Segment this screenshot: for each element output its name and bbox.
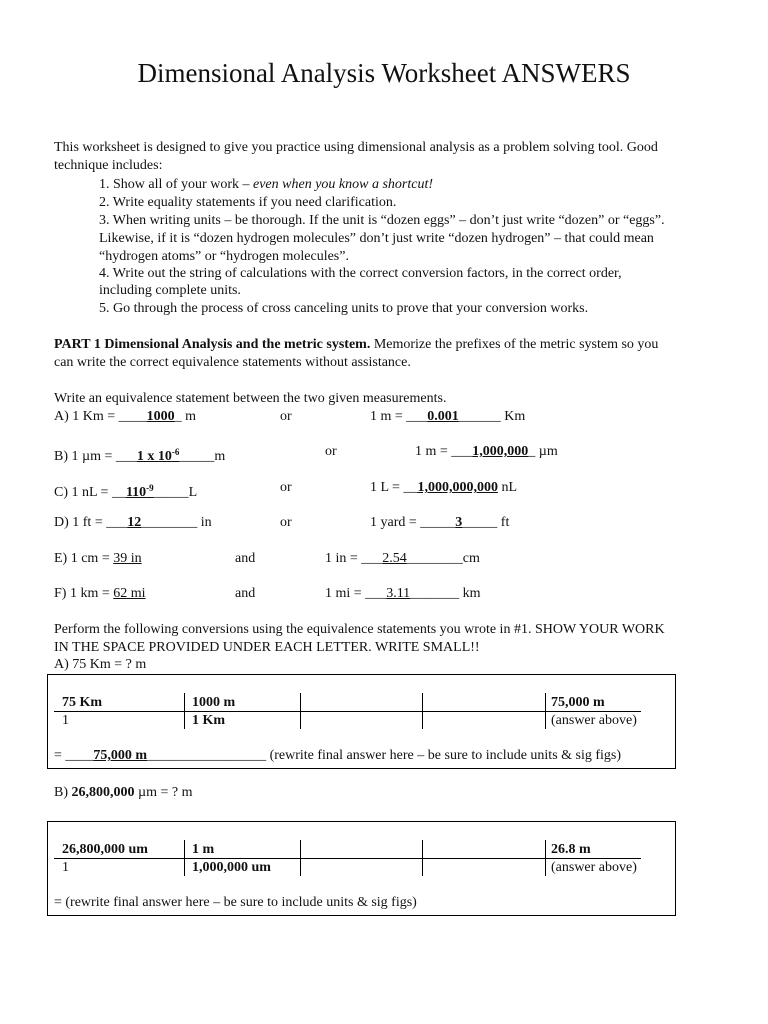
equivalence-a-left: A) 1 Km = ____1000_ m — [54, 409, 197, 424]
intro-line: This worksheet is designed to give you practice using dimensional analysis as a problem solving tool. Good — [54, 140, 658, 155]
equivalence-c-right: 1 L = __1,000,000,000 nL — [370, 480, 517, 495]
tip-1: 1. Show all of your work – even when you know a shortcut! — [99, 177, 434, 192]
question-b: B) 26,800,000 µm = ? m — [54, 785, 193, 800]
work-box-b — [47, 821, 676, 916]
denominator-2: 1,000,000 um — [192, 860, 271, 875]
column-divider — [300, 693, 301, 729]
tip-3-cont: “hydrogen atoms” or “hydrogen molecules”. — [99, 249, 349, 264]
equivalence-d-left: D) 1 ft = ___12________ in — [54, 515, 212, 530]
column-divider — [300, 840, 301, 876]
denominator-2: 1 Km — [192, 713, 226, 728]
numerator-2: 1000 m — [192, 695, 236, 710]
numerator-1: 75 Km — [62, 695, 103, 710]
tip-5: 5. Go through the process of cross canceling units to prove that your conversion works. — [99, 301, 589, 316]
part1-instruction: Write an equivalence statement between the two given measurements. — [54, 391, 447, 406]
tip-2: 2. Write equality statements if you need clarification. — [99, 195, 397, 210]
column-divider — [545, 693, 546, 729]
equivalence-f-left: F) 1 km = 62 mi — [54, 586, 146, 601]
tip-3-cont: Likewise, if it is “dozen hydrogen molecules” don’t just write “dozen hydrogen” – that could mean — [99, 231, 654, 246]
equivalence-b-left: B) 1 µm = ___1 x $10^{-6}\_\_\_\_\_m$ — [54, 447, 226, 464]
equivalence-d-right: 1 yard = _____3_____ ft — [370, 515, 510, 530]
tip-4: 4. Write out the string of calculations with the correct conversion factors, in the correct order, — [99, 266, 622, 281]
column-divider — [545, 840, 546, 876]
final-answer: = ____75,000 m_________________ (rewrite final answer here – be sure to include units & sig figs) — [54, 748, 622, 763]
part2-instruction: Perform the following conversions using the equivalence statements you wrote in #1. SHOW YOUR WORK — [54, 622, 665, 637]
question-a: A) 75 Km = ? m — [54, 657, 147, 672]
intro-line: technique includes: — [54, 158, 163, 173]
column-divider — [422, 693, 423, 729]
column-divider — [184, 693, 185, 729]
part1-text: can write the correct equivalence statements without assistance. — [54, 355, 411, 370]
equivalence-b-right: 1 m = ___1,000,000_ µm — [415, 444, 558, 459]
equivalence-e-left: E) 1 cm = 39 in — [54, 551, 142, 566]
numerator-1: 26,800,000 um — [62, 842, 148, 857]
page-title: Dimensional Analysis Worksheet ANSWERS — [137, 58, 631, 88]
column-divider — [422, 840, 423, 876]
equivalence-a-or: or — [280, 409, 292, 424]
tip-4-cont: including complete units. — [99, 283, 241, 298]
part1-heading: PART 1 Dimensional Analysis and the metric system. Memorize the prefixes of the metric system so you — [54, 337, 659, 352]
denominator-1: 1 — [62, 860, 69, 875]
answer-note: (answer above) — [551, 860, 637, 875]
equivalence-c-or: or — [280, 480, 292, 495]
column-divider — [184, 840, 185, 876]
equivalence-e-and: and — [235, 551, 256, 566]
equivalence-d-or: or — [280, 515, 292, 530]
part2-instruction: IN THE SPACE PROVIDED UNDER EACH LETTER. WRITE SMALL!! — [54, 640, 480, 655]
equivalence-a-right: 1 m = ___0.001______ Km — [370, 409, 526, 424]
answer: 75,000 m — [551, 695, 605, 710]
equivalence-f-right: 1 mi = ___3.11_______ km — [325, 586, 481, 601]
work-box-a — [47, 674, 676, 769]
equivalence-f-and: and — [235, 586, 256, 601]
equivalence-b-or: or — [325, 444, 337, 459]
numerator-2: 1 m — [192, 842, 215, 857]
equivalence-c-left: C) 1 nL = $\_\_110^{-9}\_\_\_\_\_L$ — [54, 483, 198, 500]
tip-3: 3. When writing units – be thorough. If the unit is “dozen eggs” – don’t just write “dozen” or “eggs”. — [99, 213, 665, 228]
final-answer: = (rewrite final answer here – be sure to include units & sig figs) — [54, 895, 417, 910]
answer: 26.8 m — [551, 842, 591, 857]
denominator-1: 1 — [62, 713, 69, 728]
equivalence-e-right: 1 in = ___2.54________cm — [325, 551, 480, 566]
answer-note: (answer above) — [551, 713, 637, 728]
